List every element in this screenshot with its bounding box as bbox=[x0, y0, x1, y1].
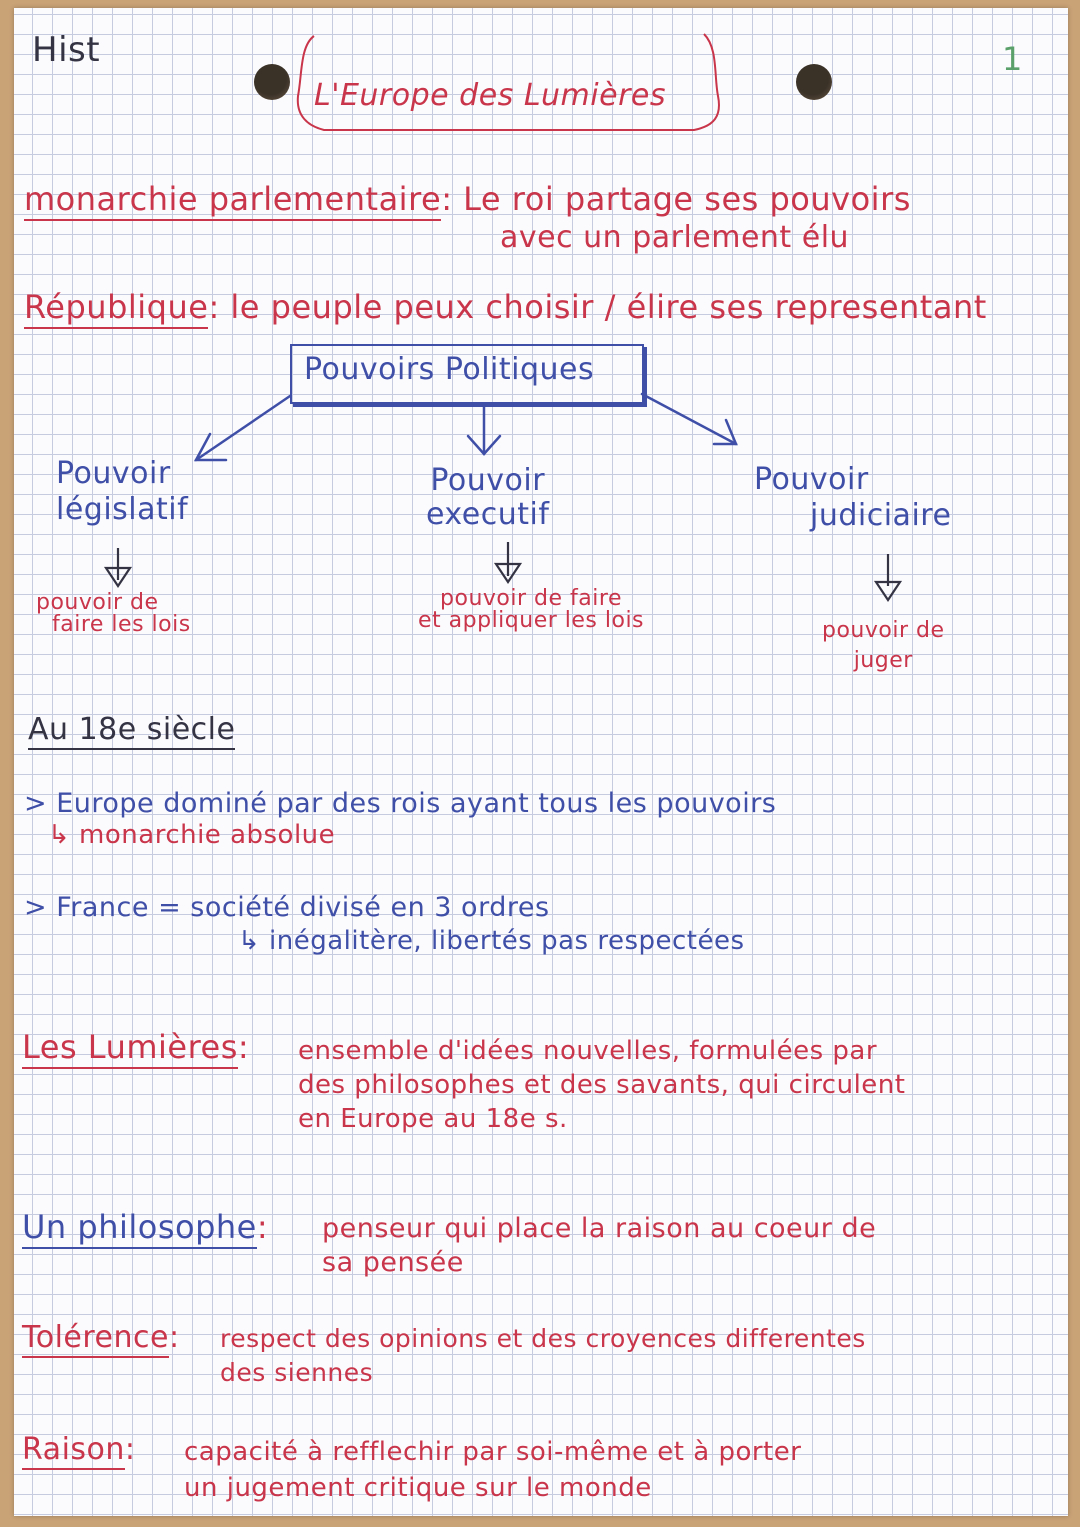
definition-lumieres-line3: en Europe au 18e s. bbox=[298, 1104, 568, 1134]
branch-executif-title2: executif bbox=[426, 497, 550, 532]
separator: : bbox=[237, 1028, 250, 1066]
branch-executif-desc bbox=[418, 588, 644, 632]
definition-lumieres bbox=[298, 1034, 905, 1136]
notebook-page bbox=[14, 8, 1068, 1516]
branch-judiciaire-desc2: juger bbox=[853, 648, 913, 673]
definition-raison-line1: capacité à refflechir par soi-même et à porter bbox=[184, 1437, 802, 1467]
definition-monarchie-line2: avec un parlement élu bbox=[500, 220, 850, 255]
definition-philosophe bbox=[322, 1212, 876, 1280]
branch-executif-desc2: et appliquer les lois bbox=[418, 608, 645, 633]
definition-monarchie-line1: Le roi partage ses pouvoirs bbox=[463, 180, 911, 218]
bullet-europe-sub: ↳ monarchie absolue bbox=[48, 820, 336, 850]
separator: : bbox=[441, 180, 453, 218]
branch-legislatif-desc bbox=[36, 592, 191, 636]
branch-judiciaire-title1: Pouvoir bbox=[754, 462, 869, 497]
bullet-france-sub: ↳ inégalitère, libertés pas respectées bbox=[238, 926, 745, 956]
definition-tolerence-line2: des siennes bbox=[220, 1358, 374, 1387]
section-heading-18e-siecle: Au 18e siècle bbox=[28, 712, 235, 750]
branch-legislatif-desc1: pouvoir de bbox=[36, 590, 159, 615]
separator: : bbox=[124, 1432, 136, 1467]
branch-legislatif-desc2: faire les lois bbox=[52, 612, 191, 637]
page-title: L'Europe des Lumières bbox=[314, 78, 666, 113]
subject-label: Hist bbox=[32, 30, 101, 70]
term-philosophe: Un philosophe bbox=[22, 1208, 257, 1249]
definition-raison bbox=[184, 1434, 801, 1506]
separator: : bbox=[168, 1320, 180, 1355]
branch-legislatif-title1: Pouvoir bbox=[56, 456, 171, 491]
branch-legislatif-title2: législatif bbox=[56, 492, 189, 527]
separator: : bbox=[208, 288, 220, 326]
definition-lumieres-line2: des philosophes et des savants, qui circulent bbox=[298, 1070, 906, 1100]
diagram-root-label: Pouvoirs Politiques bbox=[304, 352, 595, 387]
branch-judiciaire bbox=[754, 462, 951, 534]
branch-legislatif bbox=[56, 456, 188, 528]
term-republique: République bbox=[24, 288, 208, 329]
term-lumieres: Les Lumières bbox=[22, 1028, 238, 1069]
branch-judiciaire-desc1: pouvoir de bbox=[822, 618, 945, 643]
branch-executif bbox=[426, 464, 549, 532]
separator: : bbox=[256, 1208, 269, 1246]
definition-raison-line2: un jugement critique sur le monde bbox=[184, 1473, 652, 1503]
term-tolerence: Tolérence bbox=[22, 1320, 169, 1358]
bullet-france: > France = société divisé en 3 ordres bbox=[24, 892, 550, 923]
definition-republique: le peuple peux choisir / élire ses representant bbox=[230, 288, 987, 326]
definition-philosophe-line2: sa pensée bbox=[322, 1247, 464, 1278]
branch-executif-desc1: pouvoir de faire bbox=[440, 586, 622, 611]
branch-judiciaire-title2: judiciaire bbox=[810, 498, 952, 533]
page-number: 1 bbox=[1002, 40, 1023, 78]
definition-tolerence-line1: respect des opinions et des croyences differentes bbox=[220, 1324, 866, 1353]
definition-philosophe-line1: penseur qui place la raison au coeur de bbox=[322, 1213, 877, 1244]
definition-lumieres-line1: ensemble d'idées nouvelles, formulées par bbox=[298, 1036, 878, 1066]
definition-tolerence bbox=[220, 1322, 866, 1390]
branch-executif-title1: Pouvoir bbox=[430, 463, 546, 498]
branch-judiciaire-desc bbox=[822, 616, 945, 676]
term-monarchie-parlementaire: monarchie parlementaire bbox=[24, 180, 441, 221]
term-raison: Raison bbox=[22, 1432, 125, 1470]
bullet-europe: > Europe dominé par des rois ayant tous les pouvoirs bbox=[24, 788, 777, 819]
